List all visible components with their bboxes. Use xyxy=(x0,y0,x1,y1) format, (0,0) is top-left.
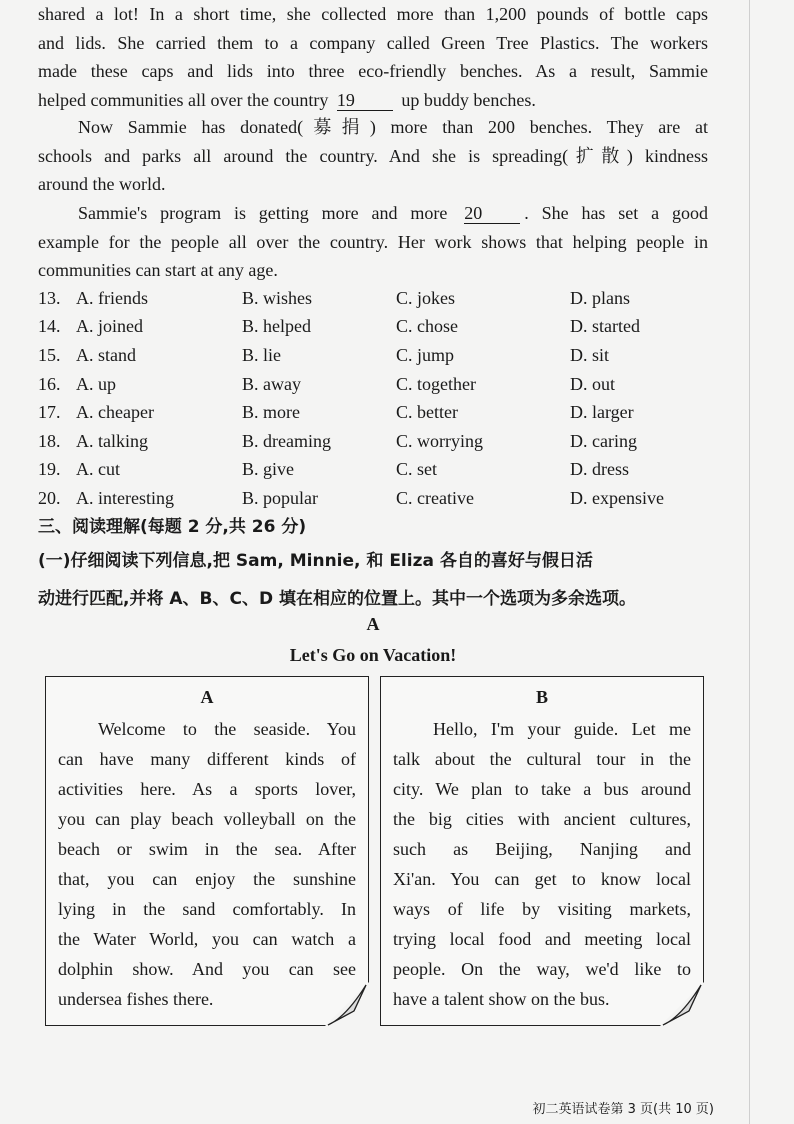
passage-line xyxy=(38,86,708,115)
option-b: B. dreaming xyxy=(242,430,331,451)
option-a: A. interesting xyxy=(76,487,174,508)
option-row xyxy=(38,370,710,399)
page-footer: 初二英语试卷第 3 页(共 10 页) xyxy=(532,1102,714,1117)
option-c: C. set xyxy=(396,459,438,480)
option-d: D. plans xyxy=(570,287,630,308)
box-line: trying local food and meeting local xyxy=(393,929,691,949)
option-c: C. jokes xyxy=(396,287,456,308)
box-line: activities here. As a sports lover, xyxy=(58,779,356,799)
passage-paragraph-3 xyxy=(38,199,708,285)
section-title: 三、阅读理解(每题 2 分,共 26 分) xyxy=(38,517,307,537)
option-a: A. friends xyxy=(76,287,148,308)
box-line: have a talent show on the bus. xyxy=(393,989,610,1009)
option-b: B. wishes xyxy=(242,287,313,308)
box-line: Welcome to the seaside. You xyxy=(98,719,356,739)
passage-line: made these caps and lids into three eco-friendly benches. As a result, Sammie xyxy=(38,61,708,82)
option-row xyxy=(38,484,710,513)
option-a: A. talking xyxy=(76,430,148,451)
option-b: B. away xyxy=(242,373,301,394)
box-line: the Water World, you can watch a xyxy=(58,929,356,949)
passage-line: around the world. xyxy=(38,174,166,195)
option-b: B. helped xyxy=(242,316,311,337)
passage-paragraph-2 xyxy=(38,113,708,199)
question-number: 14. xyxy=(38,316,61,337)
option-b: B. lie xyxy=(242,344,281,365)
option-row xyxy=(38,398,710,427)
box-line: ways of life by visiting markets, xyxy=(393,899,691,919)
passage-line: schools and parks all around the country. And she is spreading(扩散) kindness xyxy=(38,145,708,166)
options-table xyxy=(38,284,710,513)
option-b: B. give xyxy=(242,459,294,480)
instruction-line-1: (一)仔细阅读下列信息,把 Sam, Minnie, 和 Eliza 各自的喜好与假日活 xyxy=(38,551,593,571)
box-line: beach or swim in the sea. After xyxy=(58,839,356,859)
passage-line: communities can start at any age. xyxy=(38,260,278,281)
option-a: A. stand xyxy=(76,344,136,365)
option-row xyxy=(38,427,710,456)
box-label: B xyxy=(535,687,548,707)
box-line: such as Beijing, Nanjing and xyxy=(393,839,691,859)
passage-text: helped communities all over the country xyxy=(38,89,329,110)
option-row xyxy=(38,284,710,313)
passage-paragraph-1 xyxy=(38,0,708,114)
instruction-line-2: 动进行匹配,并将 A、B、C、D 填在相应的位置上。其中一个选项为多余选项。 xyxy=(38,589,636,609)
question-number: 16. xyxy=(38,373,61,394)
blank-19: 19 xyxy=(337,90,393,111)
option-a: A. cut xyxy=(76,459,120,480)
box-text xyxy=(393,714,691,1014)
option-d: D. started xyxy=(570,316,640,337)
option-d: D. out xyxy=(570,373,615,394)
box-line: you can play beach volleyball on the xyxy=(58,809,356,829)
option-b: B. popular xyxy=(242,487,318,508)
passage-text: . She has set a good xyxy=(524,203,709,223)
option-c: C. better xyxy=(396,402,458,423)
option-d: D. dress xyxy=(570,459,629,480)
option-row xyxy=(38,313,710,342)
passage-line: example for the people all over the country. Her work shows that helping people in xyxy=(38,231,708,252)
box-line: dolphin show. And you can see xyxy=(58,959,356,979)
question-number: 19. xyxy=(38,459,61,480)
option-a: A. cheaper xyxy=(76,402,154,423)
option-b: B. more xyxy=(242,402,300,423)
passage-text: Sammie's program is getting more and more xyxy=(78,203,448,223)
passage-title: Let's Go on Vacation! xyxy=(289,645,457,665)
option-c: C. jump xyxy=(396,344,455,365)
page-curl-icon xyxy=(659,981,705,1027)
box-line: the big cities with ancient cultures, xyxy=(393,809,691,829)
page-curl-icon xyxy=(324,981,370,1027)
option-a: A. up xyxy=(76,373,116,394)
question-number: 13. xyxy=(38,287,61,308)
option-row xyxy=(38,456,710,485)
box-a xyxy=(45,676,369,1026)
passage-line: Now Sammie has donated(募捐) more than 200 benches. They are at xyxy=(78,117,708,137)
page-edge-line xyxy=(749,0,750,1124)
question-number: 20. xyxy=(38,487,61,508)
box-line: undersea fishes there. xyxy=(58,989,214,1009)
blank-20: 20 xyxy=(464,203,520,224)
passage-line: shared a lot! In a short time, she collected more than 1,200 pounds of bottle caps xyxy=(38,4,708,24)
box-label: A xyxy=(200,687,214,707)
option-row xyxy=(38,341,710,370)
passage-line: and lids. She carried them to a company called Green Tree Plastics. The workers xyxy=(38,32,708,53)
option-c: C. worrying xyxy=(396,430,483,451)
option-d: D. expensive xyxy=(570,487,664,508)
option-c: C. chose xyxy=(396,316,458,337)
question-number: 15. xyxy=(38,344,61,365)
box-text xyxy=(58,714,356,1014)
box-line: that, you can enjoy the sunshine xyxy=(58,869,356,889)
option-d: D. larger xyxy=(570,402,634,423)
box-line: Hello, I'm your guide. Let me xyxy=(433,719,691,739)
option-d: D. sit xyxy=(570,344,610,365)
question-number: 17. xyxy=(38,402,61,423)
option-a: A. joined xyxy=(76,316,143,337)
option-c: C. creative xyxy=(396,487,474,508)
box-line: lying in the sand comfortably. In xyxy=(58,899,356,919)
question-number: 18. xyxy=(38,430,61,451)
passage-label: A xyxy=(366,614,380,634)
box-line: talk about the cultural tour in the xyxy=(393,749,691,769)
box-line: people. On the way, we'd like to xyxy=(393,959,691,979)
passage-text: up buddy benches. xyxy=(401,89,536,110)
passage-line xyxy=(38,199,708,228)
option-d: D. caring xyxy=(570,430,637,451)
box-line: can have many different kinds of xyxy=(58,749,356,769)
option-c: C. together xyxy=(396,373,476,394)
box-line: Xi'an. You can get to know local xyxy=(393,869,691,889)
box-line: city. We plan to take a bus around xyxy=(393,779,691,799)
box-b xyxy=(380,676,704,1026)
